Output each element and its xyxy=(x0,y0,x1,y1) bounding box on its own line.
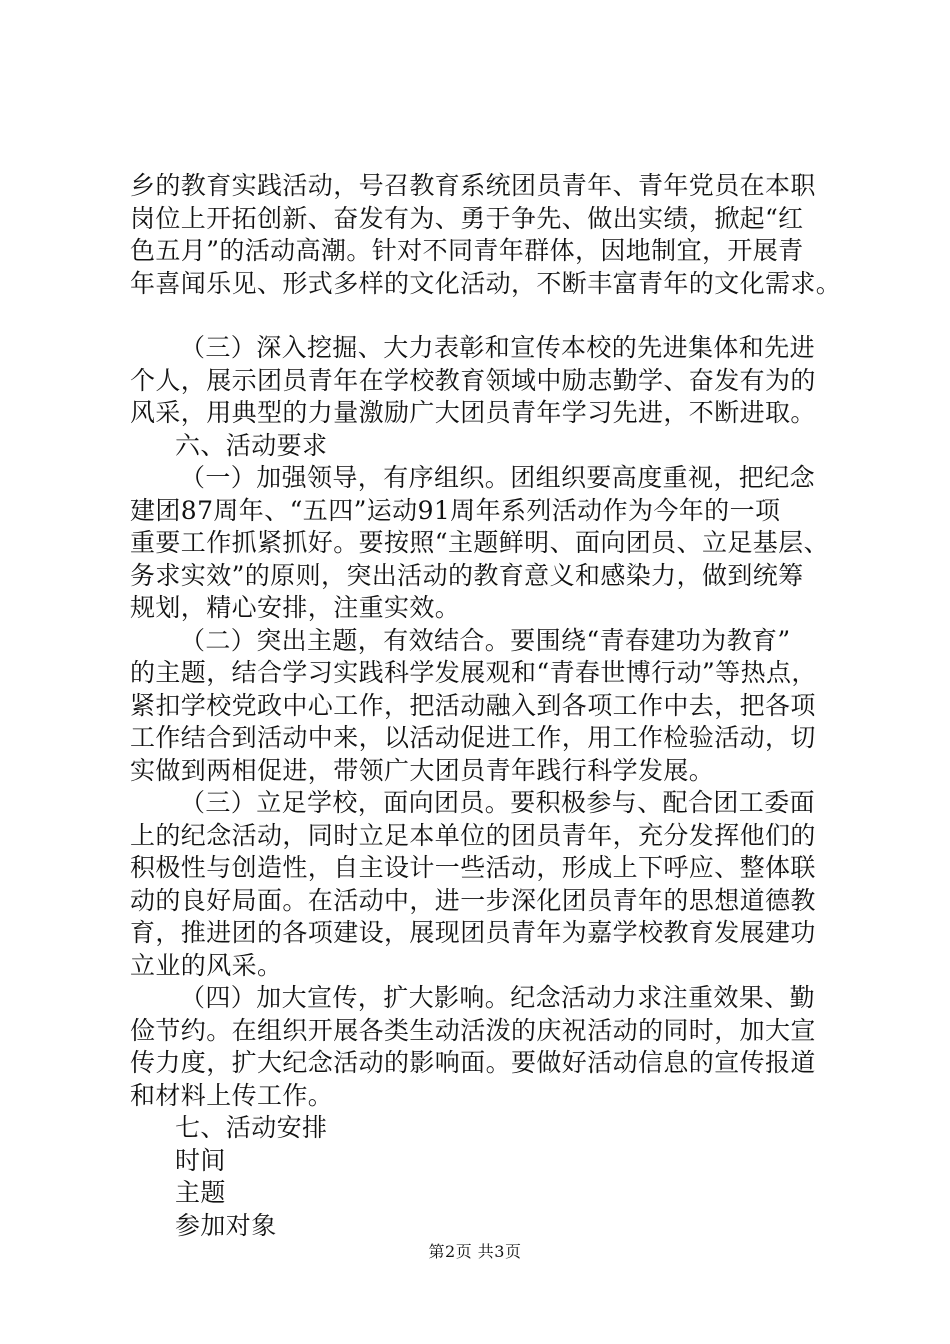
text-line: 色五月”的活动高潮。针对不同青年群体，因地制宜，开展青 xyxy=(130,236,804,265)
text-line: 规划，精心安排，注重实效。 xyxy=(130,593,461,622)
paragraph xyxy=(130,170,850,300)
text-line: 动的良好局面。在活动中，进一步深化团员青年的思想道德教 xyxy=(130,885,816,915)
text-line: 建团87周年、“五四”运动91周年系列活动作为今年的一项 xyxy=(130,495,781,525)
text-line: 俭节约。在组织开展各类生动活泼的庆祝活动的同时，加大宣 xyxy=(130,1015,816,1045)
requirement-paragraph xyxy=(130,982,850,1112)
requirement-paragraph xyxy=(130,625,850,788)
requirement-paragraph xyxy=(130,787,850,982)
text-line: 立业的风采。 xyxy=(130,950,283,980)
schedule-table-headers xyxy=(130,1145,850,1243)
text-line: 积极性与创造性，自主设计一些活动，形成上下呼应、整体联 xyxy=(130,853,816,882)
section-heading-schedule: 七、活动安排 xyxy=(175,1113,328,1142)
paragraph-gap xyxy=(130,300,850,332)
text-line: 务求实效”的原则，突出活动的教育意义和感染力，做到统筹 xyxy=(130,560,804,590)
text-line: （四）加大宣传，扩大影响。纪念活动力求注重效果、勤 xyxy=(180,983,816,1012)
text-line: 工作结合到活动中来，以活动促进工作，用工作检验活动，切 xyxy=(130,723,816,752)
text-line: （三）立足学校，面向团员。要积极参与、配合团工委面 xyxy=(180,788,816,817)
text-line: 风采，用典型的力量激励广大团员青年学习先进，不断进取。 xyxy=(130,398,816,427)
text-line: 上的纪念活动，同时立足本单位的团员青年，充分发挥他们的 xyxy=(130,820,816,850)
text-line: 和材料上传工作。 xyxy=(130,1080,334,1110)
text-line: 年喜闻乐见、形式多样的文化活动，不断丰富青年的文化需求。 xyxy=(130,268,842,298)
schedule-column-participants: 参加对象 xyxy=(175,1210,277,1240)
document-body xyxy=(130,170,850,1242)
schedule-column-time: 时间 xyxy=(175,1145,226,1175)
text-line: 实做到两相促进，带领广大团员青年践行科学发展。 xyxy=(130,755,715,785)
schedule-column-theme: 主题 xyxy=(175,1178,226,1207)
text-line: 的主题，结合学习实践科学发展观和“青春世博行动”等热点， xyxy=(130,658,817,687)
text-line: 岗位上开拓创新、奋发有为、勇于争先、做出实绩，掀起“红 xyxy=(130,203,804,233)
text-line: 传力度，扩大纪念活动的影响面。要做好活动信息的宣传报道 xyxy=(130,1048,816,1077)
text-line: 乡的教育实践活动，号召教育系统团员青年、青年党员在本职 xyxy=(130,171,816,200)
page-footer: 第2页 共3页 xyxy=(428,1242,522,1261)
text-line: （三）深入挖掘、大力表彰和宣传本校的先进集体和先进 xyxy=(180,333,816,362)
requirement-paragraph xyxy=(130,462,850,625)
text-line: （一）加强领导，有序组织。团组织要高度重视，把纪念 xyxy=(180,463,816,492)
text-line: 重要工作抓紧抓好。要按照“主题鲜明、面向团员、立足基层、 xyxy=(130,528,829,557)
paragraph xyxy=(130,332,850,430)
text-line: 紧扣学校党政中心工作，把活动融入到各项工作中去，把各项 xyxy=(130,690,816,720)
section-heading-requirements: 六、活动要求 xyxy=(175,430,328,460)
text-line: （二）突出主题，有效结合。要围绕“青春建功为教育” xyxy=(180,625,791,655)
text-line: 育，推进团的各项建设，展现团员青年为嘉学校教育发展建功 xyxy=(130,918,816,947)
text-line: 个人，展示团员青年在学校教育领域中励志勤学、奋发有为的 xyxy=(130,365,816,395)
